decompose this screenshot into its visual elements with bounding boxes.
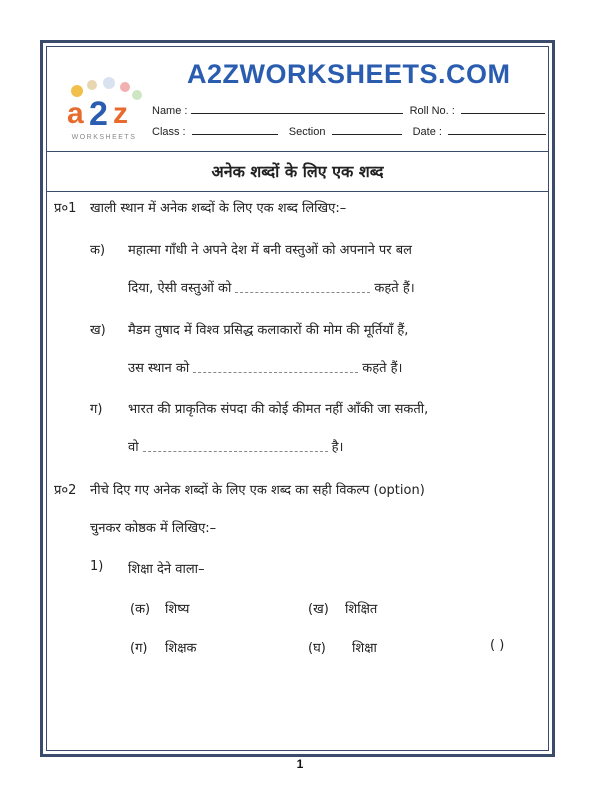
name-roll-row	[152, 104, 545, 117]
section-field[interactable]	[332, 125, 402, 135]
class-field[interactable]	[192, 125, 278, 135]
name-field[interactable]	[191, 104, 403, 114]
q2-instruction-line2: चुनकर कोष्ठक में लिखिए:–	[90, 521, 217, 536]
answer-box[interactable]: ( )	[490, 638, 505, 653]
q1-item-fill-line	[128, 358, 402, 376]
svg-text:2: 2	[89, 95, 108, 133]
q2-number: प्र०2	[54, 483, 77, 498]
q1-item-fill-line	[128, 437, 343, 455]
q1-item-text-after: है।	[331, 440, 344, 455]
roll-label: Roll No. :	[409, 105, 455, 117]
option-text: शिक्षक	[165, 641, 197, 656]
q1-item-text: भारत की प्राकृतिक संपदा की कोई कीमत नहीं आँकी जा सकती,	[128, 402, 429, 417]
q1-item-marker: ग)	[90, 402, 103, 417]
q1-item-text-before: वो	[128, 440, 139, 455]
page-number: 1	[296, 757, 304, 771]
q1-item-text-after: कहते हैं।	[374, 281, 415, 296]
answer-blank[interactable]	[235, 284, 370, 293]
worksheet-title-row	[47, 152, 548, 192]
q2-instruction-line1: नीचे दिए गए अनेक शब्दों के लिए एक शब्द का सही विकल्प (option)	[90, 483, 425, 498]
name-label: Name :	[152, 105, 188, 117]
option-marker: (ख)	[308, 602, 329, 617]
q2-sub-number: 1)	[90, 559, 104, 574]
svg-text:WORKSHEETS: WORKSHEETS	[71, 134, 137, 141]
q1-instruction: खाली स्थान में अनेक शब्दों के लिए एक शब्द लिखिए:–	[90, 201, 347, 216]
q1-item-text: महात्मा गाँधी ने अपने देश में बनी वस्तुओं को अपनाने पर बल	[128, 243, 412, 258]
option-marker: (घ)	[308, 641, 326, 656]
q1-item-text: मैडम तुषाद में विश्व प्रसिद्ध कलाकारों की मोम की मूर्तियाँ हैं,	[128, 323, 409, 338]
svg-text:z: z	[113, 97, 128, 130]
class-section-date-row	[152, 125, 546, 138]
q2-sub-question: शिक्षा देने वाला–	[128, 562, 205, 577]
option-marker: (ग)	[130, 641, 148, 656]
q1-item-text-before: उस स्थान को	[128, 361, 190, 376]
worksheet-title: अनेक शब्दों के लिए एक शब्द	[211, 162, 384, 181]
worksheet-header	[47, 47, 548, 152]
option-text: शिक्षा	[352, 641, 377, 656]
date-field[interactable]	[448, 125, 546, 135]
option-text: शिक्षित	[345, 602, 378, 617]
q1-item-fill-line	[128, 278, 415, 296]
q1-item-marker: क)	[90, 243, 106, 258]
section-label: Section	[288, 126, 326, 138]
class-label: Class :	[152, 126, 186, 138]
date-label: Date :	[412, 126, 442, 138]
q1-item-text-before: दिया, ऐसी वस्तुओं को	[128, 281, 232, 296]
a2z-logo	[57, 73, 152, 143]
answer-blank[interactable]	[193, 364, 358, 373]
option-marker: (क)	[130, 602, 151, 617]
roll-field[interactable]	[461, 104, 545, 114]
q1-item-text-after: कहते हैं।	[362, 361, 403, 376]
svg-text:a: a	[67, 97, 84, 130]
answer-blank[interactable]	[143, 443, 328, 452]
site-title: A2ZWORKSHEETS.COM	[187, 59, 511, 89]
option-text: शिष्य	[165, 602, 190, 617]
q1-number: प्र०1	[54, 201, 77, 216]
q1-item-marker: ख)	[90, 323, 106, 338]
